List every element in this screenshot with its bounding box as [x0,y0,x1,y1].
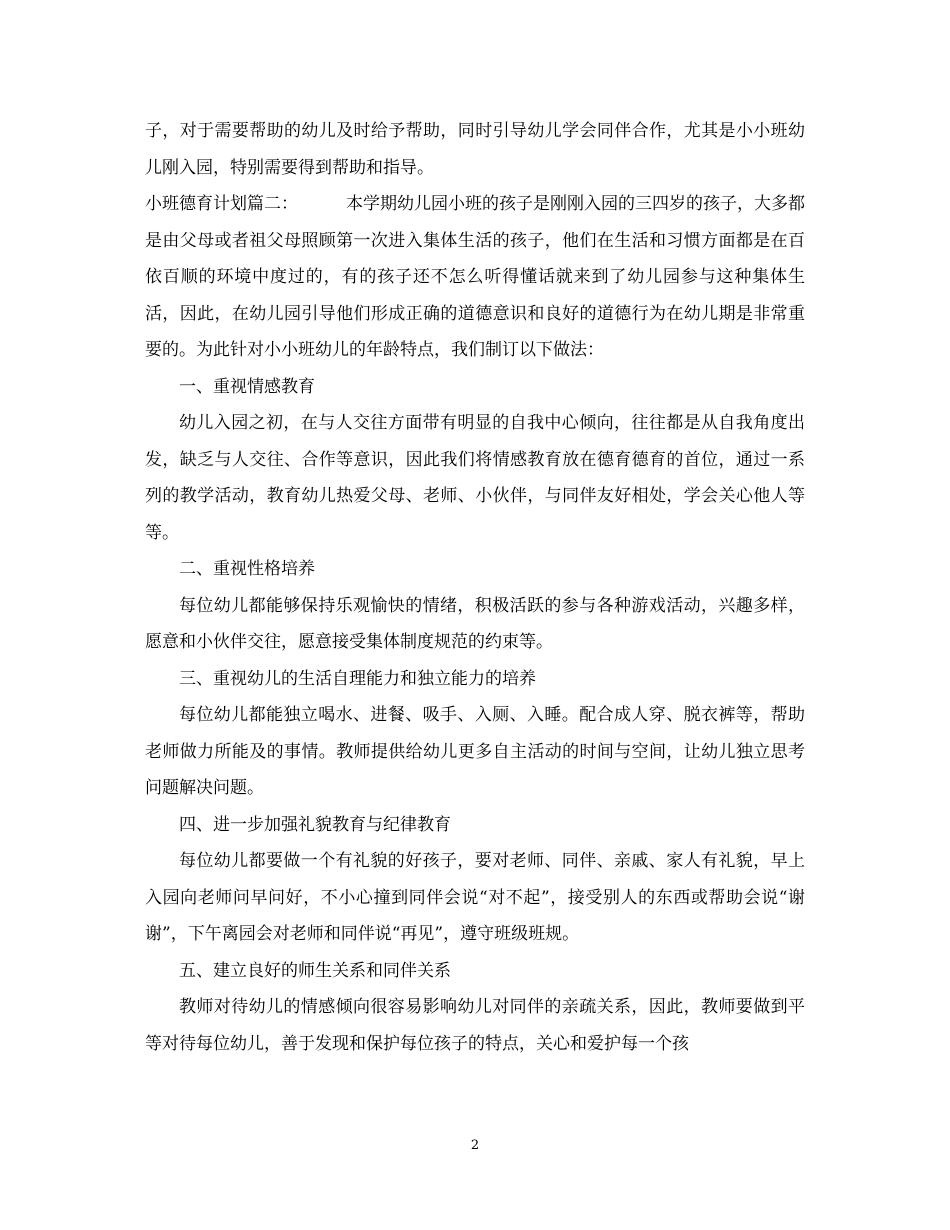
heading-personality: 二、重视性格培养 [179,559,315,579]
paragraph-self-care: 每位幼儿都能独立喝水、进餐、吸手、入厕、入睡。配合成人穿、脱衣裤等，帮助老师做力所能及的事情。教师提供给幼儿更多自主活动的时间与空间，让幼儿独立思考问题解决问题。 [145,705,805,798]
paragraph-personality: 每位幼儿都能够保持乐观愉快的情绪，积极活跃的参与各种游戏活动，兴趣多样，愿意和小伙伴交往，愿意接受集体制度规范的约束等。 [145,595,805,652]
paragraph-emotional-education: 幼儿入园之初，在与人交往方面带有明显的自我中心倾向，往往都是从自我角度出发，缺乏与人交往、合作等意识，因此我们将情感教育放在德育德育的首位，通过一系列的教学活动，教育幼儿热爱父母、老师、小伙伴，与同伴友好相处，学会关心他人等等。 [145,413,805,543]
plan-intro-text: 本学期幼儿园小班的孩子是刚刚入园的三四岁的孩子，大多都是由父母或者祖父母照顾第一次进入集体生活的孩子，他们在生活和习惯方面都是在百依百顺的环境中度过的，有的孩子还不怎么听得懂话就来到了幼儿园参与这种集体生活，因此，在幼儿园引导他们形成正确的道德意识和良好的道德行为在幼儿期是非常重要的。为此针对小小班幼儿的年龄特点，我们制订以下做法： [145,194,805,360]
document-body [145,113,805,1062]
heading-self-care: 三、重视幼儿的生活自理能力和独立能力的培养 [179,668,536,689]
heading-manners: 四、进一步加强礼貌教育与纪律教育 [179,814,451,835]
paragraph-continuation: 子，对于需要帮助的幼儿及时给予帮助，同时引导幼儿学会同伴合作，尤其是小小班幼儿刚入园，特别需要得到帮助和指导。 [145,121,805,178]
heading-emotional-education: 一、重视情感教育 [179,376,315,397]
section-label: 小班德育计划篇二： [145,194,298,214]
paragraph-relationships: 教师对待幼儿的情感倾向很容易影响幼儿对同伴的亲疏关系，因此，教师要做到平等对待每位幼儿，善于发现和保护每位孩子的特点，关心和爱护每一个孩 [145,997,805,1054]
heading-relationships: 五、建立良好的师生关系和同伴关系 [179,960,451,981]
paragraph-manners: 每位幼儿都要做一个有礼貌的好孩子，要对老师、同伴、亲戚、家人有礼貌，早上入园向老师问早问好，不小心撞到同伴会说“对不起”，接受别人的东西或帮助会说“谢谢”，下午离园会对老师和同伴说“再见”，遵守班级班规。 [145,851,805,944]
page-number: 2 [470,1138,480,1153]
paragraph-plan-intro [145,186,805,369]
